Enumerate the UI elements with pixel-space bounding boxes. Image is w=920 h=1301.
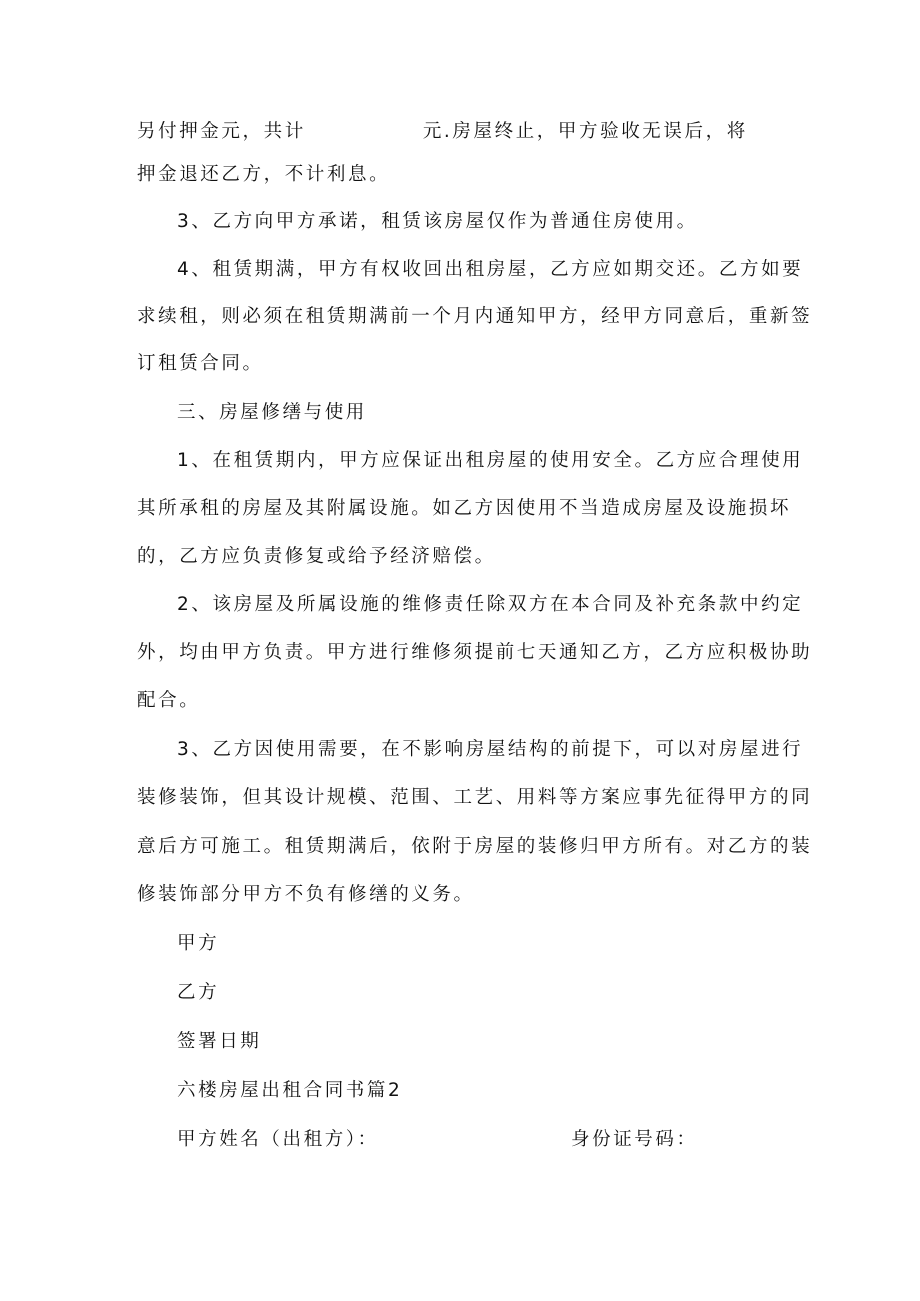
deposit-text-part2: 元.房屋终止，甲方验收无误后，将 [422, 121, 748, 142]
s3-clause-3-line-4: 修装饰部分甲方不负有修缮的义务。 [137, 884, 475, 905]
s3-clause-2-line-2: 外，均由甲方负责。甲方进行维修须提前七天通知乙方，乙方应积极协助 [137, 642, 813, 663]
s3-clause-2-line-3: 配合。 [137, 690, 201, 711]
landlord-name-label: 甲方姓名（出租方）： [177, 1129, 379, 1150]
clause-3-text: 3、乙方向甲方承诺，租赁该房屋仅作为普通住房使用。 [177, 211, 698, 232]
s3-clause-1-line-2: 其所承租的房屋及其附属设施。如乙方因使用不当造成房屋及设施损坏 [137, 498, 792, 519]
clause-4-line-3: 订租赁合同。 [137, 353, 264, 374]
s3-clause-3-line-1: 3、乙方因使用需要，在不影响房屋结构的前提下，可以对房屋进行 [177, 739, 804, 760]
s3-clause-1-line-1: 1、在租赁期内，甲方应保证出租房屋的使用安全。乙方应合理使用 [177, 450, 804, 471]
party-a-label: 甲方 [177, 933, 220, 954]
party-b-label: 乙方 [177, 982, 220, 1003]
section-heading: 三、房屋修缮与使用 [177, 402, 367, 423]
next-contract-title: 六楼房屋出租合同书篇2 [177, 1080, 403, 1101]
s3-clause-1-line-3: 的，乙方应负责修复或给予经济赔偿。 [137, 546, 496, 567]
s3-clause-2-line-1: 2、该房屋及所属设施的维修责任除双方在本合同及补充条款中约定 [177, 594, 804, 615]
clause-4-line-2: 求续租，则必须在租赁期满前一个月内通知甲方，经甲方同意后，重新签 [137, 306, 813, 327]
deposit-line-2: 押金退还乙方，不计利息。 [137, 164, 391, 185]
sign-date-label: 签署日期 [177, 1031, 262, 1052]
deposit-line-1 [137, 120, 748, 144]
s3-clause-3-line-2: 装修装饰，但其设计规模、范围、工艺、用料等方案应事先征得甲方的同 [137, 787, 813, 808]
id-number-label: 身份证号码： [571, 1129, 698, 1150]
clause-4-line-1: 4、租赁期满，甲方有权收回出租房屋，乙方应如期交还。乙方如要 [177, 259, 804, 280]
s3-clause-3-line-3: 意后方可施工。租赁期满后，依附于房屋的装修归甲方所有。对乙方的装 [137, 836, 813, 857]
deposit-text-part1: 另付押金元，共计 [137, 121, 306, 142]
